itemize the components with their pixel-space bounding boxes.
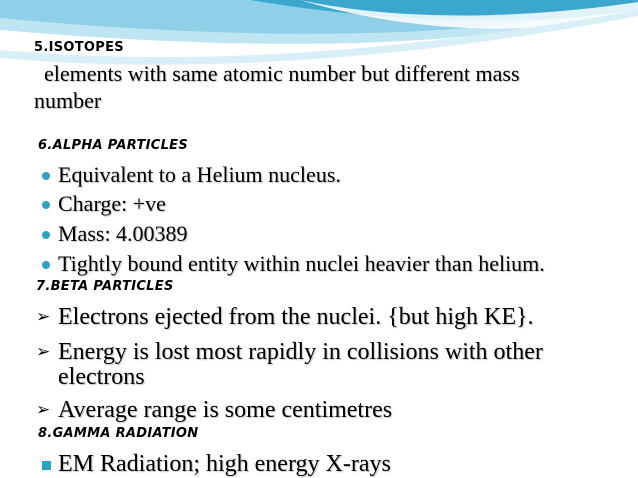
beta-item-2-line2: electrons bbox=[58, 364, 145, 390]
alpha-item-3: Mass: 4.00389 bbox=[58, 221, 188, 246]
gamma-heading: 8.GAMMA RADIATION bbox=[38, 426, 199, 441]
arrow-bullet-icon: ➢ bbox=[36, 342, 51, 362]
beta-heading: 7.BETA PARTICLES bbox=[36, 279, 174, 294]
isotopes-definition-line2: number bbox=[34, 88, 102, 113]
beta-item-1: Electrons ejected from the nuclei. {but high KE}. bbox=[58, 304, 534, 330]
bullet-dot-icon bbox=[42, 261, 50, 269]
alpha-item-1: Equivalent to a Helium nucleus. bbox=[58, 162, 341, 187]
beta-item-2-line1: Energy is lost most rapidly in collisions with other bbox=[58, 339, 543, 365]
bullet-dot-icon bbox=[42, 172, 50, 180]
isotopes-definition-line1: elements with same atomic number but different mass bbox=[44, 61, 520, 86]
alpha-item-2: Charge: +ve bbox=[58, 191, 166, 216]
beta-item-3: Average range is some centimetres bbox=[58, 397, 393, 423]
arrow-bullet-icon: ➢ bbox=[36, 400, 51, 420]
arrow-bullet-icon: ➢ bbox=[36, 307, 51, 327]
isotopes-heading: 5.ISOTOPES bbox=[34, 40, 124, 55]
bullet-dot-icon bbox=[42, 201, 50, 209]
alpha-heading: 6.ALPHA PARTICLES bbox=[38, 138, 189, 153]
bullet-dot-icon bbox=[42, 231, 50, 239]
square-bullet-icon bbox=[42, 461, 51, 470]
alpha-item-4: Tightly bound entity within nuclei heavier than helium. bbox=[58, 251, 545, 276]
gamma-item-1: EM Radiation; high energy X-rays bbox=[58, 451, 391, 477]
